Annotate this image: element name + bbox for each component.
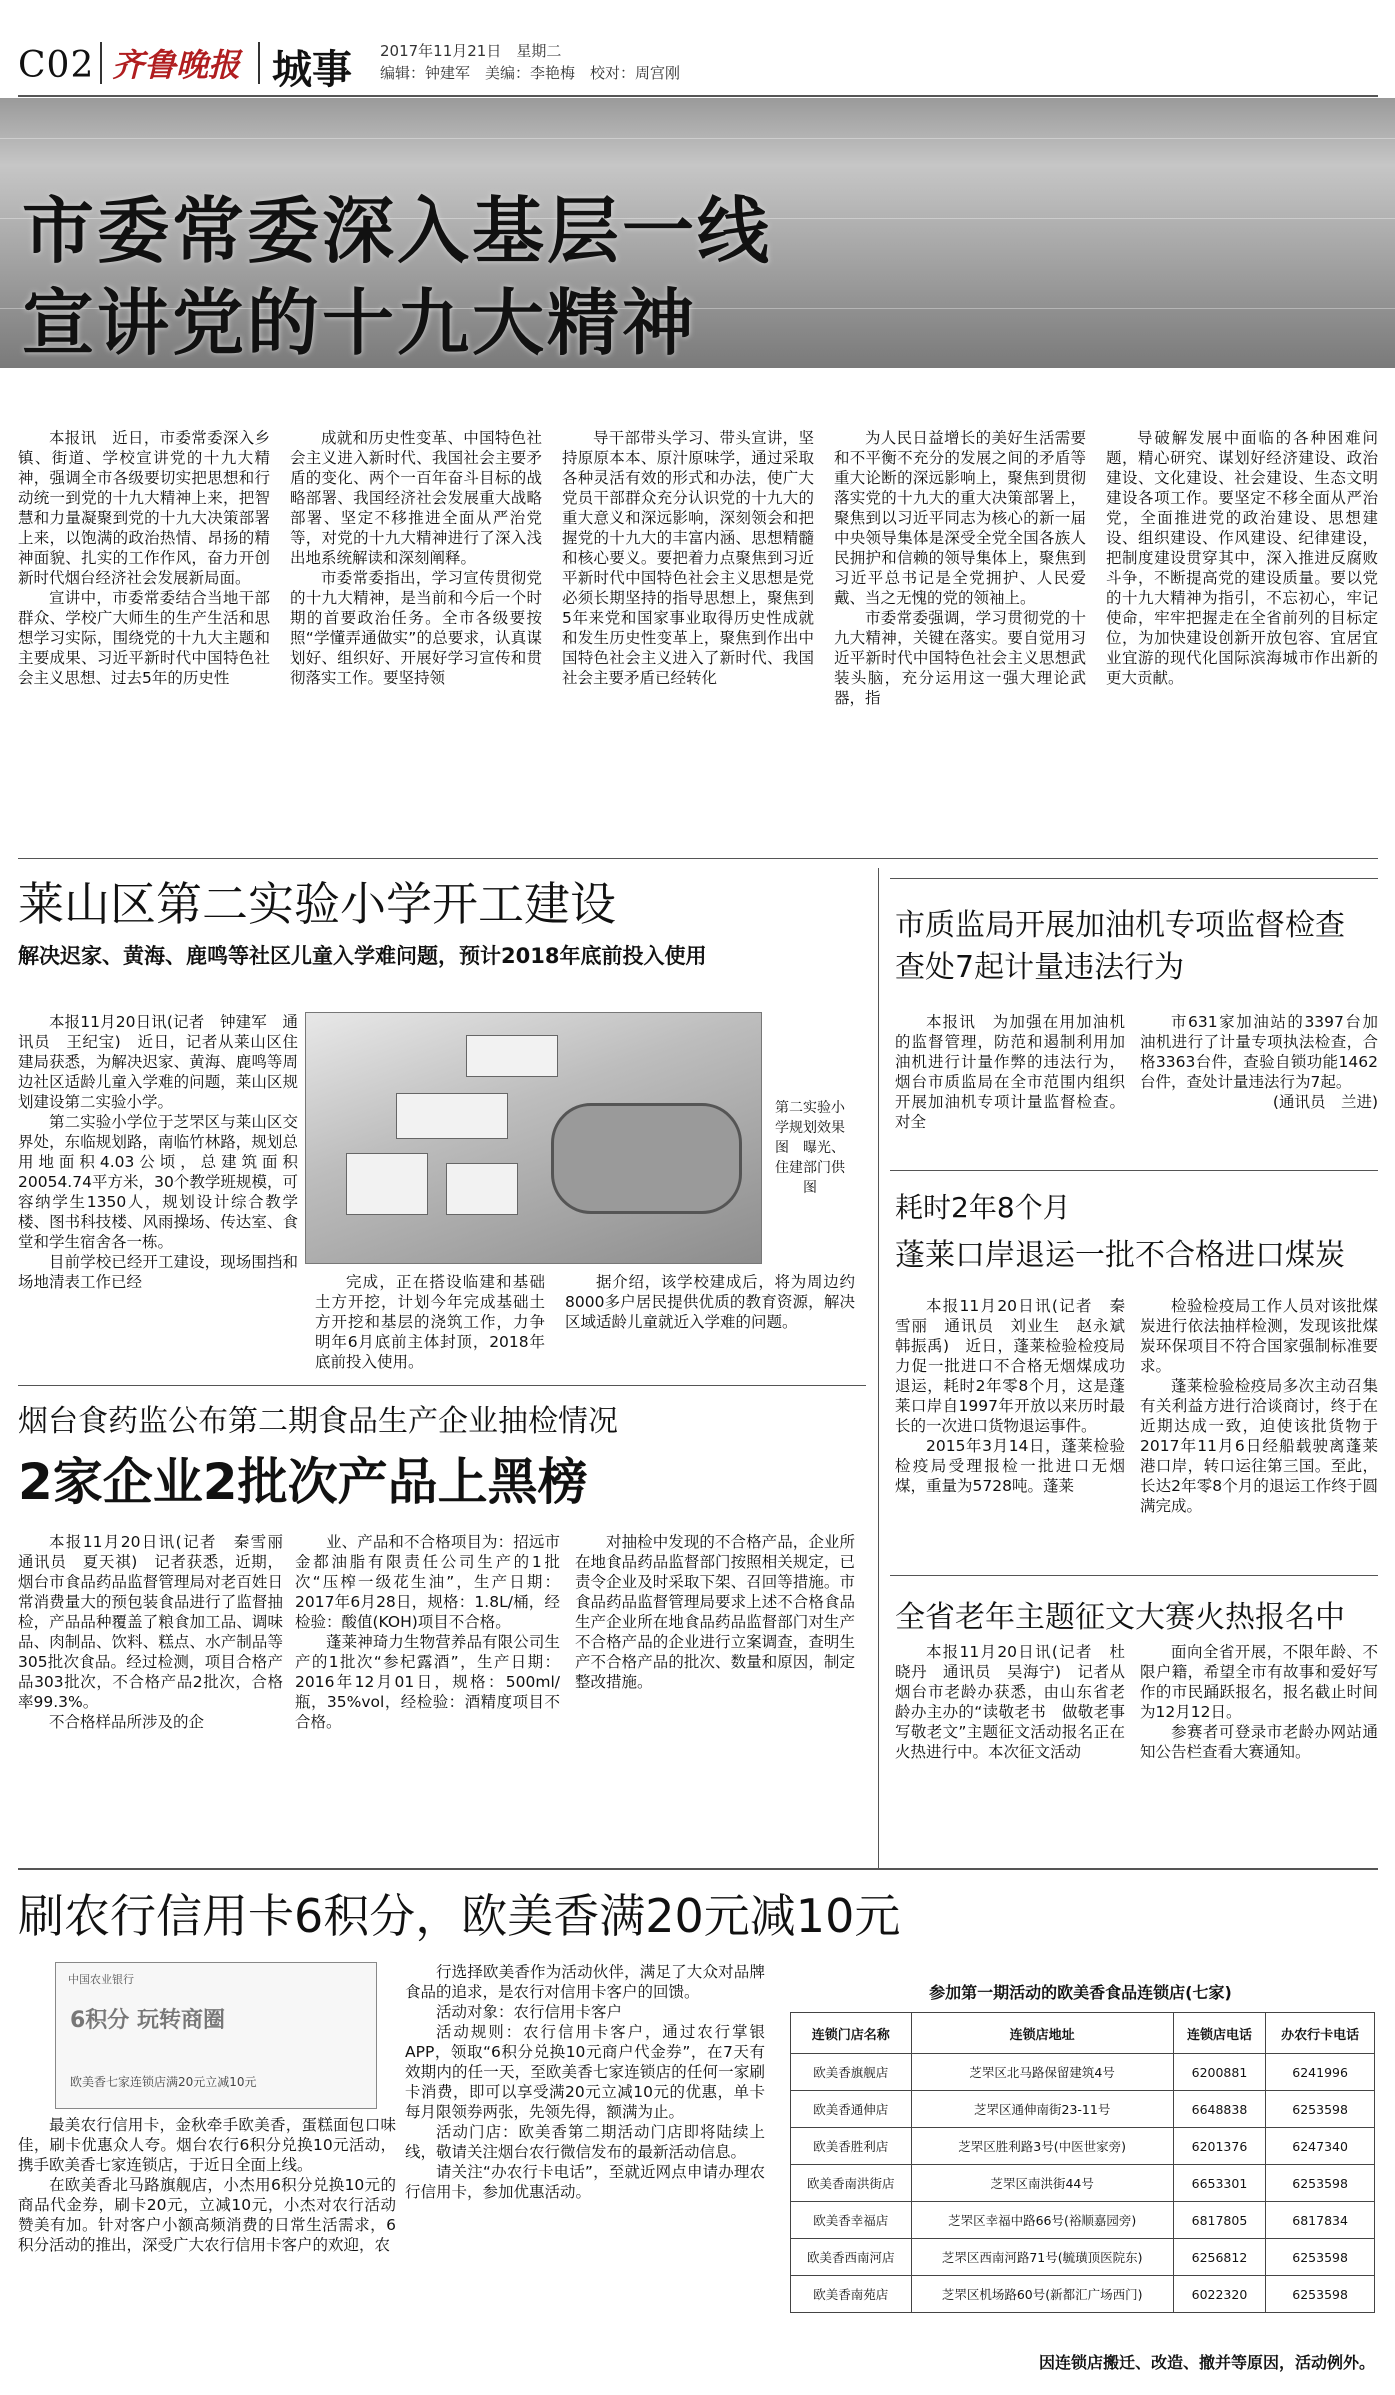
editor-credits: 编辑：钟建军 美编：李艳梅 校对：周宫刚 <box>380 64 681 82</box>
coal-column-2: 检验检疫局工作人员对该批煤炭进行依法抽样检测，发现该批煤炭环保项目不符合国家强制标准要求。 蓬莱检验检疫局多次主动召集有关利益方进行洽谈商讨，终于在近期达成一致，迫使该批货物于2017年11月6日经船载驶离蓬莱港口岸，转口运往第三国。至此，长达2年零8个月的退运工作终于圆满完成。 <box>1140 1297 1378 1515</box>
section-rule <box>18 858 1378 859</box>
section-rule <box>890 1575 1378 1576</box>
essay-headline: 全省老年主题征文大赛火热报名中 <box>895 1600 1345 1635</box>
lead-headline: 市委常委深入基层一线 宣讲党的十九大精神 <box>22 188 773 365</box>
table-row: 欧美香幸福店 芝罘区幸福中路66号(裕顺嘉园旁) 6817805 6817834 <box>791 2202 1375 2239</box>
newspaper-logo: 齐鲁晚报 <box>112 46 241 84</box>
food-column-1: 本报11月20日讯(记者 秦雪丽 通讯员 夏天祺) 记者获悉，近期，烟台市食品药品监督管理局对老百姓日常消费量大的预包装食品进行了监督抽检，产品品种覆盖了粮食加工品、调味品、肉制品、饮料、糕点、水产制品等305批次食品。经过检测，项目合格产品303批次，不合格产品2批次，合格率99.3%。 不合格样品所涉及的企 <box>18 1533 299 1731</box>
section-rule <box>18 1868 1378 1870</box>
table-row: 欧美香南洪街店 芝罘区南洪街44号 6653301 6253598 <box>791 2165 1375 2202</box>
store-table-title: 参加第一期活动的欧美香食品连锁店(七家) <box>929 1983 1232 2002</box>
coal-headline: 蓬莱口岸退运一批不合格进口煤炭 <box>895 1238 1345 1273</box>
school-column-2: 完成，正在搭设临建和基础土方开挖，计划今年完成基础土方开挖和基层的浇筑工作，力争明年6月底前主体封顶，2018年底前投入使用。 <box>315 1273 545 1371</box>
quality-column-1: 本报讯 为加强在用加油机的监督管理，防范和遏制利用加油机进行计量作弊的违法行为，烟台市质监局在全市范围内组织开展加油机专项计量监督检查。对全 <box>895 1013 1125 1131</box>
school-rendering-photo <box>305 1012 762 1264</box>
food-column-2: 业、产品和不合格项目为：招远市金都油脂有限责任公司生产的1批次“压榨一级花生油”，生产日期：2017年6月28日，规格：1.8L/桶，经检验：酸值(KOH)项目不合格。 蓬莱神琦力生物营养品有限公司生产的1批次“参杞露酒”，生产日期：2016年12月01日，规格：500ml/瓶，35%vol，经检验：酒精度项目不合格。 <box>295 1533 560 1731</box>
quality-headline: 市质监局开展加油机专项监督检查 查处7起计量违法行为 <box>895 908 1345 985</box>
food-column-3: 对抽检中发现的不合格产品，企业所在地食品药品监督部门按照相关规定，已责令企业及时采取下架、召回等措施。市食品药品监督管理局要求上述不合格食品生产企业所在地食品药品监督部门对生产不合格产品的企业进行立案调查，查明生产不合格产品的批次、数量和原因，制定整改措施。 <box>575 1533 855 1691</box>
table-row: 欧美香南苑店 芝罘区机场路60号(新都汇广场西门) 6022320 6253598 <box>791 2276 1375 2313</box>
section-rule <box>890 1170 1378 1171</box>
table-header-row <box>791 2013 1375 2054</box>
table-header: 连锁门店名称 <box>791 2013 912 2054</box>
bank-name: 中国农业银行 <box>68 1973 134 1986</box>
school-subtitle: 解决迟家、黄海、鹿鸣等社区儿童入学难问题，预计2018年底前投入使用 <box>18 944 707 968</box>
food-kicker: 烟台食药监公布第二期食品生产企业抽检情况 <box>18 1404 618 1439</box>
lead-column-2: 成就和历史性变革、中国特色社会主义进入新时代、我国社会主要矛盾的变化、两个一百年奋斗目标的战略部署、我国经济社会发展重大战略部署、坚定不移推进全面从严治党等，对党的十九大精神进行了深入浅出地系统解读和深刻阐释。 市委常委指出，学习宣传贯彻党的十九大精神，是当前和今后一个时期的首要政治任务。全市各级要按照“学懂弄通做实”的总要求，认真谋划好、组织好、开展好学习宣传和贯彻落实工作。要坚持领 <box>290 429 542 687</box>
lead-column-4: 为人民日益增长的美好生活需要和不平衡不充分的发展之间的矛盾等重大论断的深远影响上，聚焦到贯彻落实党的十九大的重大决策部署上，聚焦到以习近平同志为核心的新一届中央领导集体是深受全党全国各族人民拥护和信赖的领导集体上，聚焦到习近平总书记是全党拥护、人民爱戴、当之无愧的党的领袖上。 市委常委强调，学习贯彻党的十九大精神，关键在落实。要自觉用习近平新时代中国特色社会主义思想武装头脑，充分运用这一强大理论武器，指 <box>834 429 1086 707</box>
food-headline: 2家企业2批次产品上黑榜 <box>18 1453 588 1511</box>
table-row: 欧美香通伸店 芝罘区通伸南街23-11号 6648838 6253598 <box>791 2091 1375 2128</box>
card-title: 6积分 玩转商圈 <box>70 2008 225 2033</box>
table-row: 欧美香胜利店 芝罘区胜利路3号(中医世家旁) 6201376 6247340 <box>791 2128 1375 2165</box>
header-divider <box>258 42 260 84</box>
lead-column-3: 导干部带头学习、带头宣讲，坚持原原本本、原汁原味学，通过采取各种灵活有效的形式和办法，使广大党员干部群众充分认识党的十九大的重大意义和深远影响，深刻领会和把握党的十九大的丰富内涵、思想精髓和核心要义。要把着力点聚焦到习近平新时代中国特色社会主义思想是党必须长期坚持的指导思想上，聚焦到5年来党和国家事业取得历史性成就和发生历史性变革上，聚焦到作出中国特色社会主义进入了新时代、我国社会主要矛盾已经转化 <box>562 429 814 687</box>
photo-caption: 第二实验小学规划效果图 曝光、住建部门供图 <box>775 1100 845 1196</box>
essay-column-1: 本报11月20日讯(记者 杜晓丹 通讯员 吴海宁) 记者从烟台市老龄办获悉，由山东省老龄办主办的“读敬老书 做敬老事 写敬老文”主题征文活动报名正在火热进行中。本次征文活动 <box>895 1643 1141 1761</box>
quality-column-2: 市631家加油站的3397台加油机进行了计量专项执法检查，合格3363台件，查验自锁功能1462台件，查处计量违法行为7起。 (通讯员 兰进) <box>1140 1013 1378 1111</box>
table-header: 连锁店电话 <box>1173 2013 1266 2054</box>
coal-column-1: 本报11月20日讯(记者 秦雪丽 通讯员 刘业生 赵永斌 韩振禹) 近日，蓬莱检验检疫局力促一批进口不合格无烟煤成功退运，耗时2年零8个月，这是蓬莱口岸自1997年开放以来历时最长的一次进口货物退运事件。 2015年3月14日，蓬莱检验检疫局受理报检一批进口无烟煤，重量为5728吨。蓬莱 <box>895 1297 1141 1495</box>
table-header: 办农行卡电话 <box>1266 2013 1375 2054</box>
promo-card-image <box>55 1962 377 2109</box>
table-row: 欧美香西南河店 芝罘区西南河路71号(毓璜顶医院东) 6256812 6253598 <box>791 2239 1375 2276</box>
lead-column-5: 导破解发展中面临的各种困难问题，精心研究、谋划好经济建设、政治建设、文化建设、社会建设、生态文明建设各项工作。要坚定不移全面从严治党，全面推进党的政治建设、思想建设、组织建设、作风建设、纪律建设，把制度建设贯穿其中，深入推进反腐败斗争，不断提高党的建设质量。要以党的十九大精神为指引，不忘初心，牢记使命，牢牢把握走在全省前列的目标定位，为加快建设创新开放包容、宜居宜业宜游的现代化国际滨海城市作出新的更大贡献。 <box>1106 429 1378 687</box>
school-column-3: 据介绍，该学校建成后，将为周边约8000多户居民提供优质的教育资源，解决区域适龄儿童就近入学难的问题。 <box>565 1273 855 1331</box>
school-column-1: 本报11月20日讯(记者 钟建军 通讯员 王纪宝) 近日，记者从莱山区住建局获悉，为解决迟家、黄海、鹿鸣等周边社区适龄儿童入学难的问题，莱山区规划建设第二实验小学。 第二实验小学位于芝罘区与莱山区交界处，东临规划路，南临竹林路，规划总用地面积4.03公顷，总建筑面积20054.74平方米，30个教学班规模，可容纳学生1350人，规划设计综合教学楼、图书科技楼、风雨操场、传达室、食堂和学生宿舍各一栋。 目前学校已经开工建设，现场围挡和场地清表工作已经 <box>18 1013 298 1291</box>
lead-column-1: 本报讯 近日，市委常委深入乡镇、街道、学校宣讲党的十九大精神，强调全市各级要切实把思想和行动统一到党的十九大精神上来，把智慧和力量凝聚到党的十九大决策部署上来，以饱满的政治热情、昂扬的精神面貌、扎实的工作作风，奋力开创新时代烟台经济社会发展新局面。 宣讲中，市委常委结合当地干部群众、学校广大师生的生产生活和思想学习实际，围绕党的十九大主题和主要成果、习近平新时代中国特色社会主义思想、过去5年的历史性 <box>18 429 270 687</box>
promo-column-2: 行选择欧美香作为活动伙伴，满足了大众对品牌食品的追求，是农行对信用卡客户的回馈。 活动对象：农行信用卡客户 活动规则：农行信用卡客户，通过农行掌银APP，领取“6积分兑换10元商户代金券”，在7天有效期内的任一天，至欧美香七家连锁店的任何一家刷卡消费，即可以享受满20元立减10元的优惠，单卡每月限领券两张，先领先得，额满为止。 活动门店：欧美香第二期活动门店即将陆续上线，敬请关注烟台农行微信发布的最新活动信息。 请关注“办农行卡电话”，至就近网点申请办理农行信用卡，参加优惠活动。 <box>405 1963 765 2201</box>
header-divider <box>100 42 102 84</box>
promo-headline: 刷农行信用卡6积分，欧美香满20元减10元 <box>18 1889 901 1943</box>
column-divider <box>878 868 879 1868</box>
promo-column-1: 最美农行信用卡，金秋牵手欧美香，蛋糕面包口味佳，刷卡优惠众人夸。烟台农行6积分兑换10元活动，携手欧美香七家连锁店，于近日全面上线。 在欧美香北马路旗舰店，小杰用6积分兑换10元的商品代金券，刷卡20元，立减10元，小杰对农行活动赞美有加。针对客户小额高频消费的日常生活需求，6积分活动的推出，深受广大农行信用卡客户的欢迎，农 <box>18 2116 396 2254</box>
issue-date: 2017年11月21日 星期二 <box>380 42 562 60</box>
store-table <box>790 2012 1375 2313</box>
table-row: 欧美香旗舰店 芝罘区北马路保留建筑4号 6200881 6241996 <box>791 2054 1375 2091</box>
essay-column-2: 面向全省开展，不限年龄、不限户籍，希望全市有故事和爱好写作的市民踊跃报名，报名截止时间为12月12日。 参赛者可登录市老龄办网站通知公告栏查看大赛通知。 <box>1140 1643 1378 1761</box>
store-table-note: 因连锁店搬迁、改造、撤并等原因，活动例外。 <box>1038 2353 1375 2372</box>
section-name: 城事 <box>272 46 352 93</box>
page-number: C02 <box>18 45 95 86</box>
section-rule <box>890 878 1378 879</box>
card-line: 欧美香七家连锁店满20元立减10元 <box>70 2075 257 2089</box>
table-header: 连锁店地址 <box>911 2013 1173 2054</box>
section-rule <box>18 1385 866 1386</box>
school-headline: 莱山区第二实验小学开工建设 <box>18 877 616 931</box>
coal-kicker: 耗时2年8个月 <box>895 1191 1071 1224</box>
header-rule <box>18 95 1378 97</box>
